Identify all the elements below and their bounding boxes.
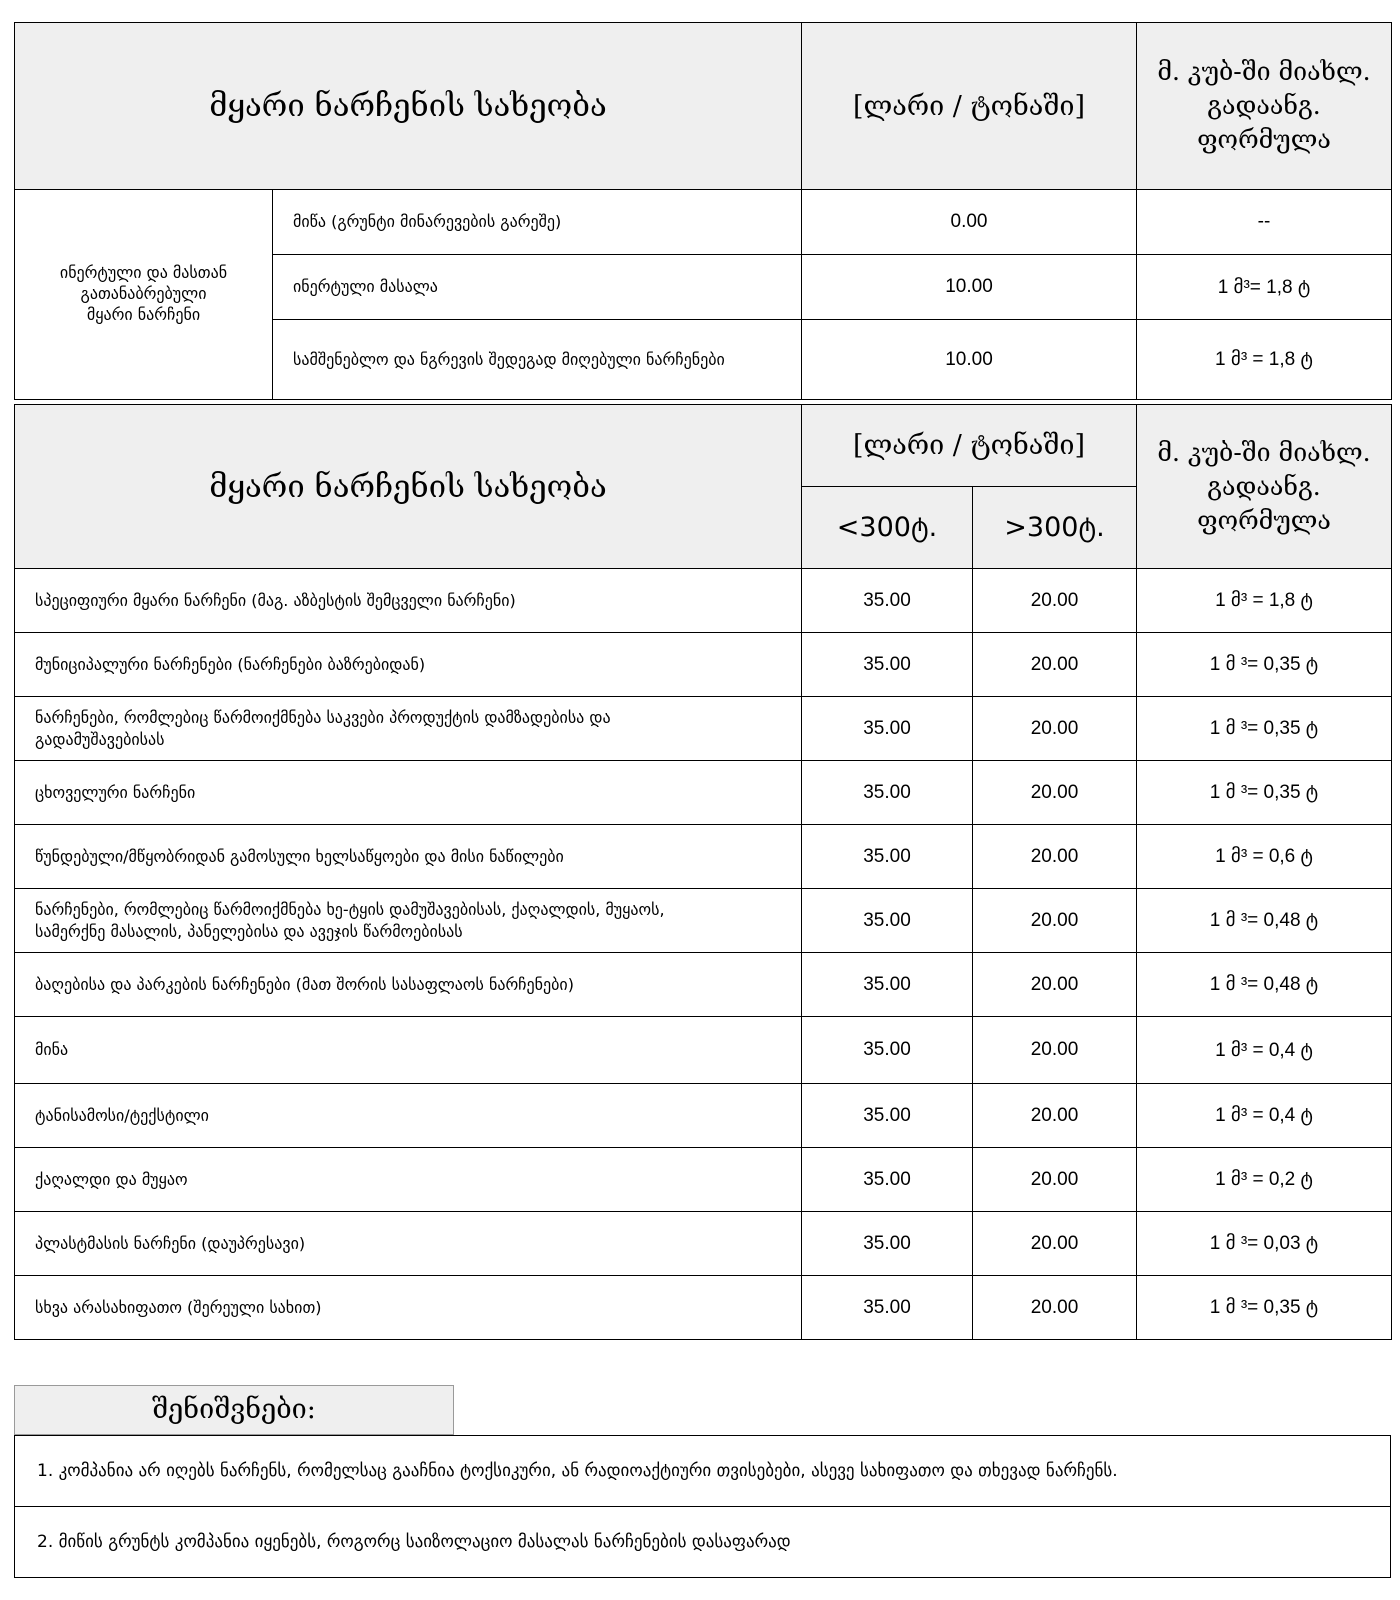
price-under-300: 35.00 [802,1017,973,1084]
waste-name: სხვა არასახიფათო (შერეული სახით) [15,1276,802,1340]
waste-type-header: მყარი ნარჩენის სახეობა [15,405,802,569]
price-unit-header: [ლარი / ტონაში] [802,23,1137,190]
conversion-formula: 1 მ³= 1,8 ტ [1137,255,1392,320]
price-under-300: 35.00 [802,569,973,633]
conversion-formula: 1 მ ³= 0,03 ტ [1137,1212,1392,1276]
table-row [15,1148,1392,1212]
formula-header: მ. კუბ-ში მიახლ. გადაანგ. ფორმულა [1137,23,1392,190]
price-over-300: 20.00 [973,569,1137,633]
price-under-300: 35.00 [802,1276,973,1340]
price-under-300: 35.00 [802,889,973,953]
table-row [15,1084,1392,1148]
conversion-formula: 1 მ ³= 0,48 ტ [1137,953,1392,1017]
waste-name: ტანისამოსი/ტექსტილი [15,1084,802,1148]
list-item [15,1436,1391,1507]
conversion-formula: 1 მ ³= 0,35 ტ [1137,633,1392,697]
table-row [15,697,1392,761]
conversion-formula: 1 მ ³= 0,35 ტ [1137,697,1392,761]
price-over-300: 20.00 [973,1148,1137,1212]
conversion-formula: 1 მ³ = 0,4 ტ [1137,1084,1392,1148]
price-under-300: 35.00 [802,1148,973,1212]
price-value: 0.00 [802,190,1137,255]
section2-header-row [15,405,1392,487]
price-over-300: 20.00 [973,825,1137,889]
price-over-300: 20.00 [973,889,1137,953]
price-over-300: 20.00 [973,633,1137,697]
notes-list [14,1435,1391,1578]
table-row [15,1276,1392,1340]
price-over-300: 20.00 [973,1084,1137,1148]
table-row [15,889,1392,953]
list-item [15,1507,1391,1578]
table-row [15,1017,1392,1084]
price-under-300: 35.00 [802,761,973,825]
conversion-formula: 1 მ³ = 1,8 ტ [1137,569,1392,633]
conversion-formula: 1 მ ³= 0,35 ტ [1137,1276,1392,1340]
price-over-300: 20.00 [973,1017,1137,1084]
table-row [15,825,1392,889]
note-text: 1. კომპანია არ იღებს ნარჩენს, რომელსაც გააჩნია ტოქსიკური, ან რადიოაქტიური თვისებები, ასევე სახიფათო და თხევად ნარჩენს. [15,1436,1391,1507]
formula-header: მ. კუბ-ში მიახლ. გადაანგ. ფორმულა [1137,405,1392,569]
general-waste-price-table [14,404,1392,1340]
price-over-300: 20.00 [973,953,1137,1017]
waste-name: მუნიციპალური ნარჩენები (ნარჩენები ბაზრებიდან) [15,633,802,697]
table-row [15,761,1392,825]
price-value: 10.00 [802,320,1137,400]
note-text: 2. მიწის გრუნტს კომპანია იყენებს, როგორც საიზოლაციო მასალას ნარჩენების დასაფარად [15,1507,1391,1578]
table-row [15,190,1392,255]
waste-name: ნარჩენები, რომლებიც წარმოიქმნება ხე-ტყის დამუშავებისას, ქაღალდის, მუყაოს, სამერქნე მასალის, პანელებისა და ავეჯის წარმოებისას [15,889,802,953]
price-over-300: 20.00 [973,761,1137,825]
waste-name: ბაღებისა და პარკების ნარჩენები (მათ შორის სასაფლაოს ნარჩენები) [15,953,802,1017]
waste-name: ინერტული მასალა [273,255,802,320]
waste-name: წუნდებული/მწყობრიდან გამოსული ხელსაწყოები და მისი ნაწილები [15,825,802,889]
section1-header-row [15,23,1392,190]
waste-name: ნარჩენები, რომლებიც წარმოიქმნება საკვები პროდუქტის დამზადებისა და გადამუშავებისას [15,697,802,761]
waste-name: მიწა (გრუნტი მინარევების გარეშე) [273,190,802,255]
waste-name: ქაღალდი და მუყაო [15,1148,802,1212]
table-row [15,1212,1392,1276]
price-under-300: 35.00 [802,1212,973,1276]
tier-over-300-header: >300ტ. [973,487,1137,569]
conversion-formula: 1 მ ³= 0,35 ტ [1137,761,1392,825]
waste-type-header: მყარი ნარჩენის სახეობა [15,23,802,190]
conversion-formula: 1 მ³ = 0,4 ტ [1137,1017,1392,1084]
conversion-formula: 1 მ³ = 1,8 ტ [1137,320,1392,400]
waste-name: სპეციფიური მყარი ნარჩენი (მაგ. აზბესტის შემცველი ნარჩენი) [15,569,802,633]
waste-name: მინა [15,1017,802,1084]
price-value: 10.00 [802,255,1137,320]
conversion-formula: 1 მ ³= 0,48 ტ [1137,889,1392,953]
tier-under-300-header: <300ტ. [802,487,973,569]
price-under-300: 35.00 [802,633,973,697]
waste-name: სამშენებლო და ნგრევის შედეგად მიღებული ნარჩენები [273,320,802,400]
waste-name: პლასტმასის ნარჩენი (დაუპრესავი) [15,1212,802,1276]
inert-category-label: ინერტული და მასთან გათანაბრებული მყარი ნარჩენი [15,190,273,400]
price-under-300: 35.00 [802,825,973,889]
price-over-300: 20.00 [973,697,1137,761]
table-row [15,633,1392,697]
table-row [15,569,1392,633]
price-under-300: 35.00 [802,953,973,1017]
conversion-formula: 1 მ³ = 0,6 ტ [1137,825,1392,889]
table-row [15,953,1392,1017]
price-under-300: 35.00 [802,1084,973,1148]
notes-title: შენიშვნები: [14,1385,454,1435]
conversion-formula: 1 მ³ = 0,2 ტ [1137,1148,1392,1212]
price-unit-header: [ლარი / ტონაში] [802,405,1137,487]
waste-name: ცხოველური ნარჩენი [15,761,802,825]
price-over-300: 20.00 [973,1276,1137,1340]
conversion-formula: -- [1137,190,1392,255]
price-under-300: 35.00 [802,697,973,761]
inert-waste-price-table [14,22,1392,400]
price-over-300: 20.00 [973,1212,1137,1276]
